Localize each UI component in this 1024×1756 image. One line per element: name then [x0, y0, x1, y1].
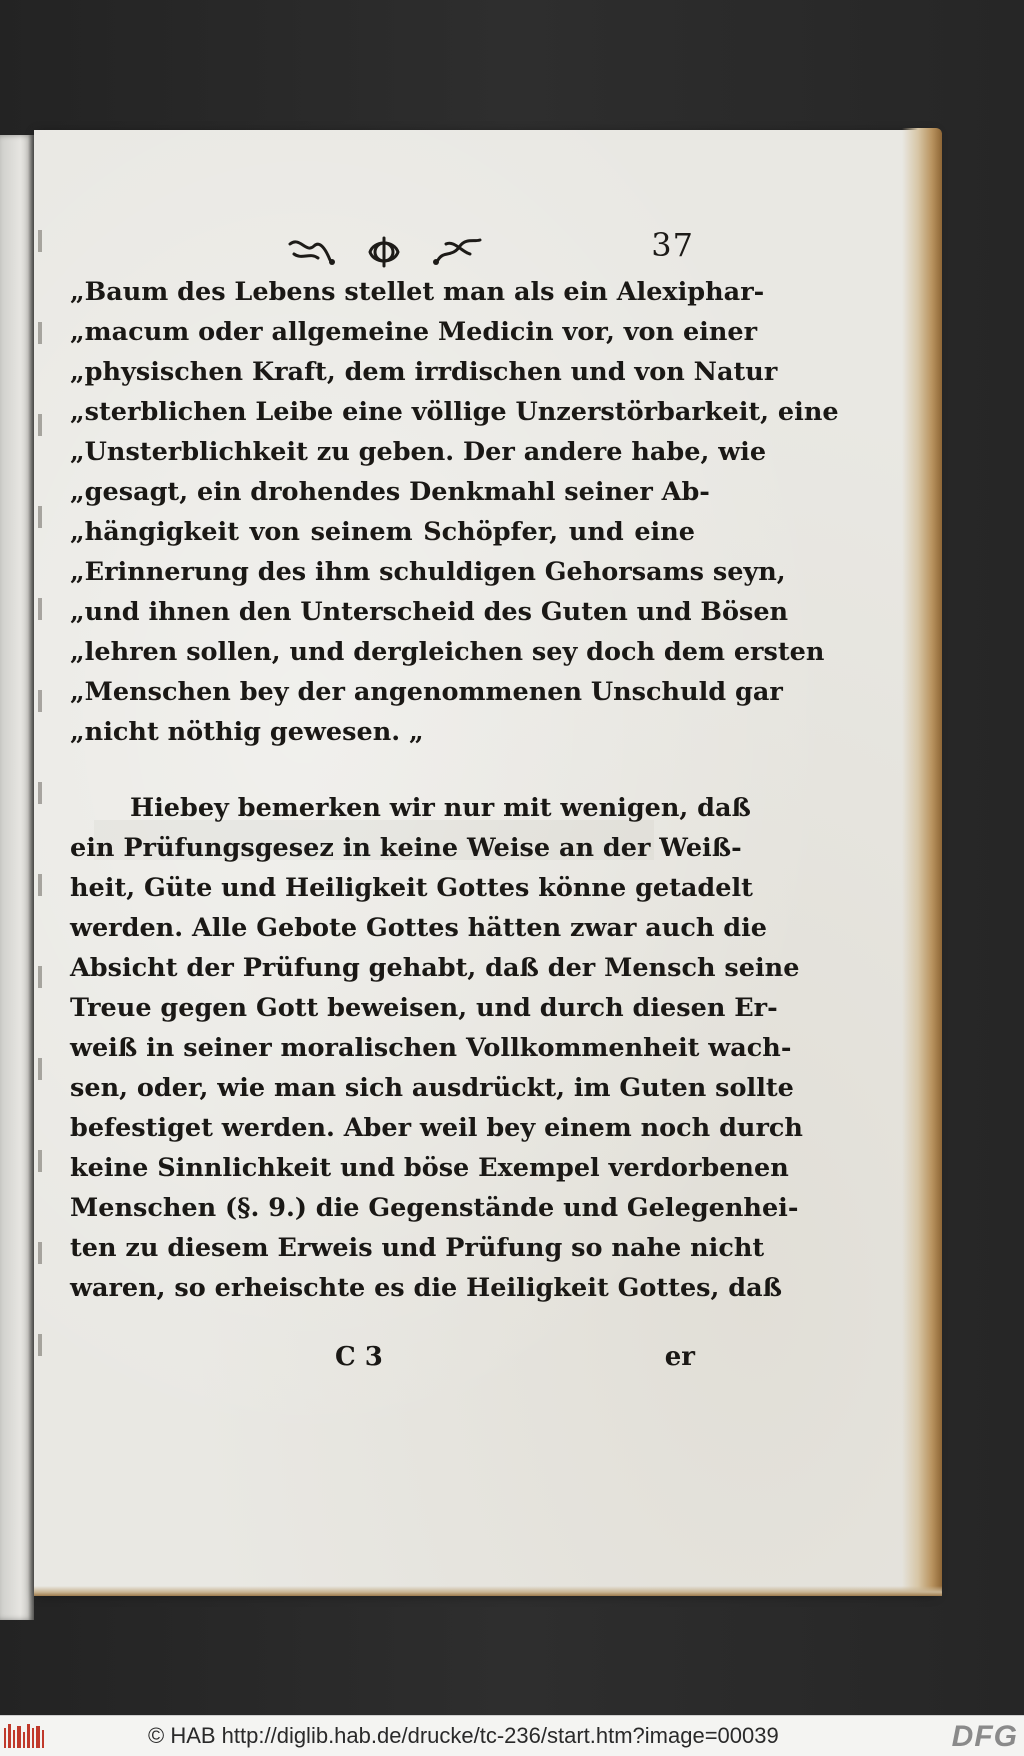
- paragraph-gap: [70, 752, 695, 788]
- page-number: 37: [651, 226, 694, 264]
- aged-bottom-edge: [34, 1586, 942, 1596]
- signature-mark: C 3: [335, 1342, 383, 1372]
- text-line: Menschen (§. 9.) die Gegenstände und Gelegenhei-: [70, 1193, 799, 1223]
- text-line: „hängigkeit von seinem Schöpfer, und eine: [70, 517, 695, 547]
- text-line: „gesagt, ein drohendes Denkmahl seiner Ab-: [70, 477, 710, 507]
- previous-page-edge: [0, 135, 34, 1620]
- text-line: befestiget werden. Aber weil bey einem noch durch: [70, 1113, 803, 1143]
- text-line: Absicht der Prüfung gehabt, daß der Mensch seine: [70, 953, 800, 983]
- text-line: „Baum des Lebens stellet man als ein Alexiphar-: [70, 277, 765, 307]
- catchword: er: [664, 1342, 695, 1372]
- text-line: „Menschen bey der angenommenen Unschuld gar: [70, 677, 783, 707]
- text-line: sen, oder, wie man sich ausdrückt, im Guten sollte: [70, 1073, 794, 1103]
- dfg-logo: DFG: [951, 1720, 1018, 1753]
- text-line: „Unsterblichkeit zu geben. Der andere habe, wie: [70, 437, 767, 467]
- fleuron-ornament-icon: [284, 232, 484, 277]
- text-line: weiß in seiner moralischen Vollkommenheit wach-: [70, 1033, 792, 1063]
- text-line: werden. Alle Gebote Gottes hätten zwar auch die: [70, 913, 768, 943]
- text-line: „nicht nöthig gewesen. „: [70, 717, 424, 747]
- copyright-link[interactable]: © HAB http://diglib.hab.de/drucke/tc-236/start.htm?image=00039: [148, 1723, 779, 1748]
- text-line: Hiebey bemerken wir nur mit wenigen, daß: [130, 793, 751, 823]
- text-line: „lehren sollen, und dergleichen sey doch dem ersten: [70, 637, 825, 667]
- copyright-bar: [0, 1715, 1024, 1756]
- text-line: „physischen Kraft, dem irrdischen und von Natur: [70, 357, 778, 387]
- aged-page-edge: [902, 128, 942, 1594]
- text-line: Treue gegen Gott beweisen, und durch diesen Er-: [70, 993, 778, 1023]
- text-line: ein Prüfungsgesez in keine Weise an der Weiß-: [70, 833, 742, 863]
- text-line: „macum oder allgemeine Medicin vor, von einer: [70, 317, 758, 347]
- text-line: heit, Güte und Heiligkeit Gottes könne getadelt: [70, 873, 753, 903]
- body-text: [70, 272, 839, 1308]
- page-footer: [70, 1342, 695, 1382]
- text-line: keine Sinnlichkeit und böse Exempel verdorbenen: [70, 1153, 789, 1183]
- binding-marks: [38, 230, 44, 1430]
- text-line: waren, so erheischte es die Heiligkeit Gottes, daß: [70, 1273, 783, 1303]
- text-line: „Erinnerung des ihm schuldigen Gehorsams seyn,: [70, 557, 786, 587]
- text-line: ten zu diesem Erweis und Prüfung so nahe nicht: [70, 1233, 765, 1263]
- book-page: [34, 130, 934, 1592]
- text-line: „und ihnen den Unterscheid des Guten und Bösen: [70, 597, 789, 627]
- hab-barcode-logo-icon: [4, 1724, 46, 1755]
- text-line: „sterblichen Leibe eine völlige Unzerstörbarkeit, eine: [70, 397, 839, 427]
